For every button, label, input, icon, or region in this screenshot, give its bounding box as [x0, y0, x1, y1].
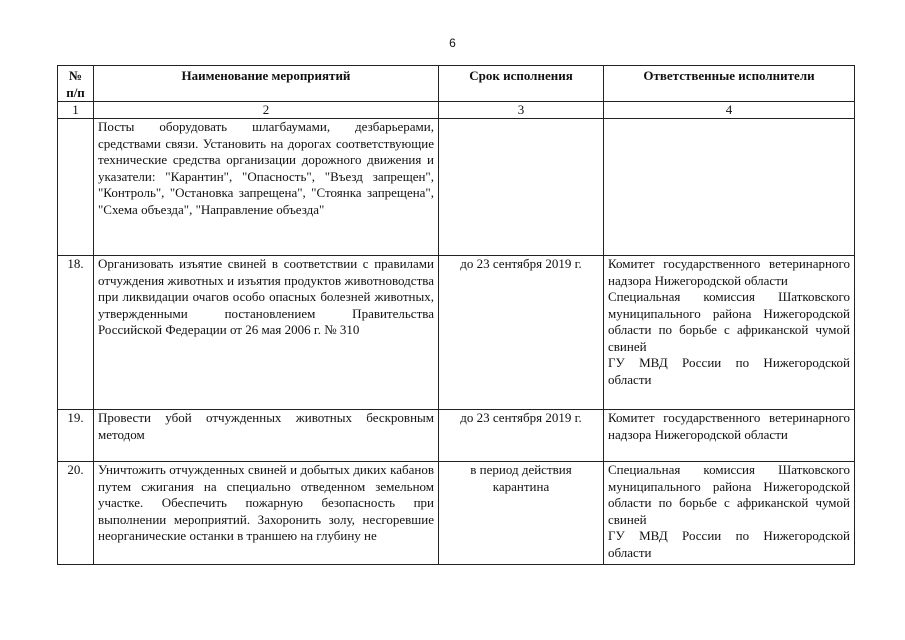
- table-header-row: [58, 66, 855, 102]
- table-row: [58, 462, 855, 565]
- row-num: 19.: [58, 410, 94, 462]
- responsible-party: Комитет государственного ветеринарного надзора Нижегородской области: [608, 256, 850, 288]
- row-term: до 23 сентября 2019 г.: [439, 410, 604, 462]
- header-name: Наименование мероприятий: [94, 66, 439, 102]
- row-name: Уничтожить отчужденных свиней и добытых диких кабанов путем сжигания на специально отведенном земельном участке. Обеспечить пожарную безопасность при выполнении мероприятий. Захоронить золу, несгоревшие неорганические останки в траншею на глубину не: [94, 462, 439, 565]
- responsible-party: Комитет государственного ветеринарного надзора Нижегородской области: [608, 410, 850, 442]
- table-row: [58, 410, 855, 462]
- column-number: 4: [604, 102, 855, 119]
- row-term: до 23 сентября 2019 г.: [439, 256, 604, 410]
- responsible-party: ГУ МВД России по Нижегородской области: [608, 355, 850, 387]
- row-name: Провести убой отчужденных животных бескровным методом: [94, 410, 439, 462]
- row-name: Посты оборудовать шлагбаумами, дезбарьерами, средствами связи. Установить на дорогах соответствующие технические средства организации дорожного движения и указатели: "Карантин", "Опасность", "Въезд запрещен", "Контроль", "Остановка запрещена", "Стоянка запрещена", "Схема объезда", "Направление объезда": [94, 119, 439, 256]
- row-num: 20.: [58, 462, 94, 565]
- header-num: № п/п: [58, 66, 94, 102]
- row-responsible: [604, 256, 855, 410]
- measures-table: [57, 65, 855, 565]
- row-responsible: [604, 462, 855, 565]
- responsible-party: Специальная комиссия Шатковского муниципального района Нижегородской области по борьбе с африканской чумой свиней: [608, 462, 850, 527]
- page-number: 6: [449, 36, 456, 50]
- responsible-party: Специальная комиссия Шатковского муниципального района Нижегородской области по борьбе с африканской чумой свиней: [608, 289, 850, 354]
- row-num: 18.: [58, 256, 94, 410]
- responsible-party: ГУ МВД России по Нижегородской области: [608, 528, 850, 560]
- row-num: [58, 119, 94, 256]
- row-responsible: [604, 119, 855, 256]
- column-number: 1: [58, 102, 94, 119]
- column-number: 2: [94, 102, 439, 119]
- row-name: Организовать изъятие свиней в соответствии с правилами отчуждения животных и изъятия продуктов животноводства при ликвидации очагов особо опасных болезней животных, утвержденными постановлением Правительства Российской Федерации от 26 мая 2006 г. № 310: [94, 256, 439, 410]
- table-row: [58, 119, 855, 256]
- header-responsible: Ответственные исполнители: [604, 66, 855, 102]
- table-row: [58, 256, 855, 410]
- column-number-row: [58, 102, 855, 119]
- row-term: [439, 119, 604, 256]
- row-term: в период действия карантина: [439, 462, 604, 565]
- column-number: 3: [439, 102, 604, 119]
- header-term: Срок исполнения: [439, 66, 604, 102]
- row-responsible: [604, 410, 855, 462]
